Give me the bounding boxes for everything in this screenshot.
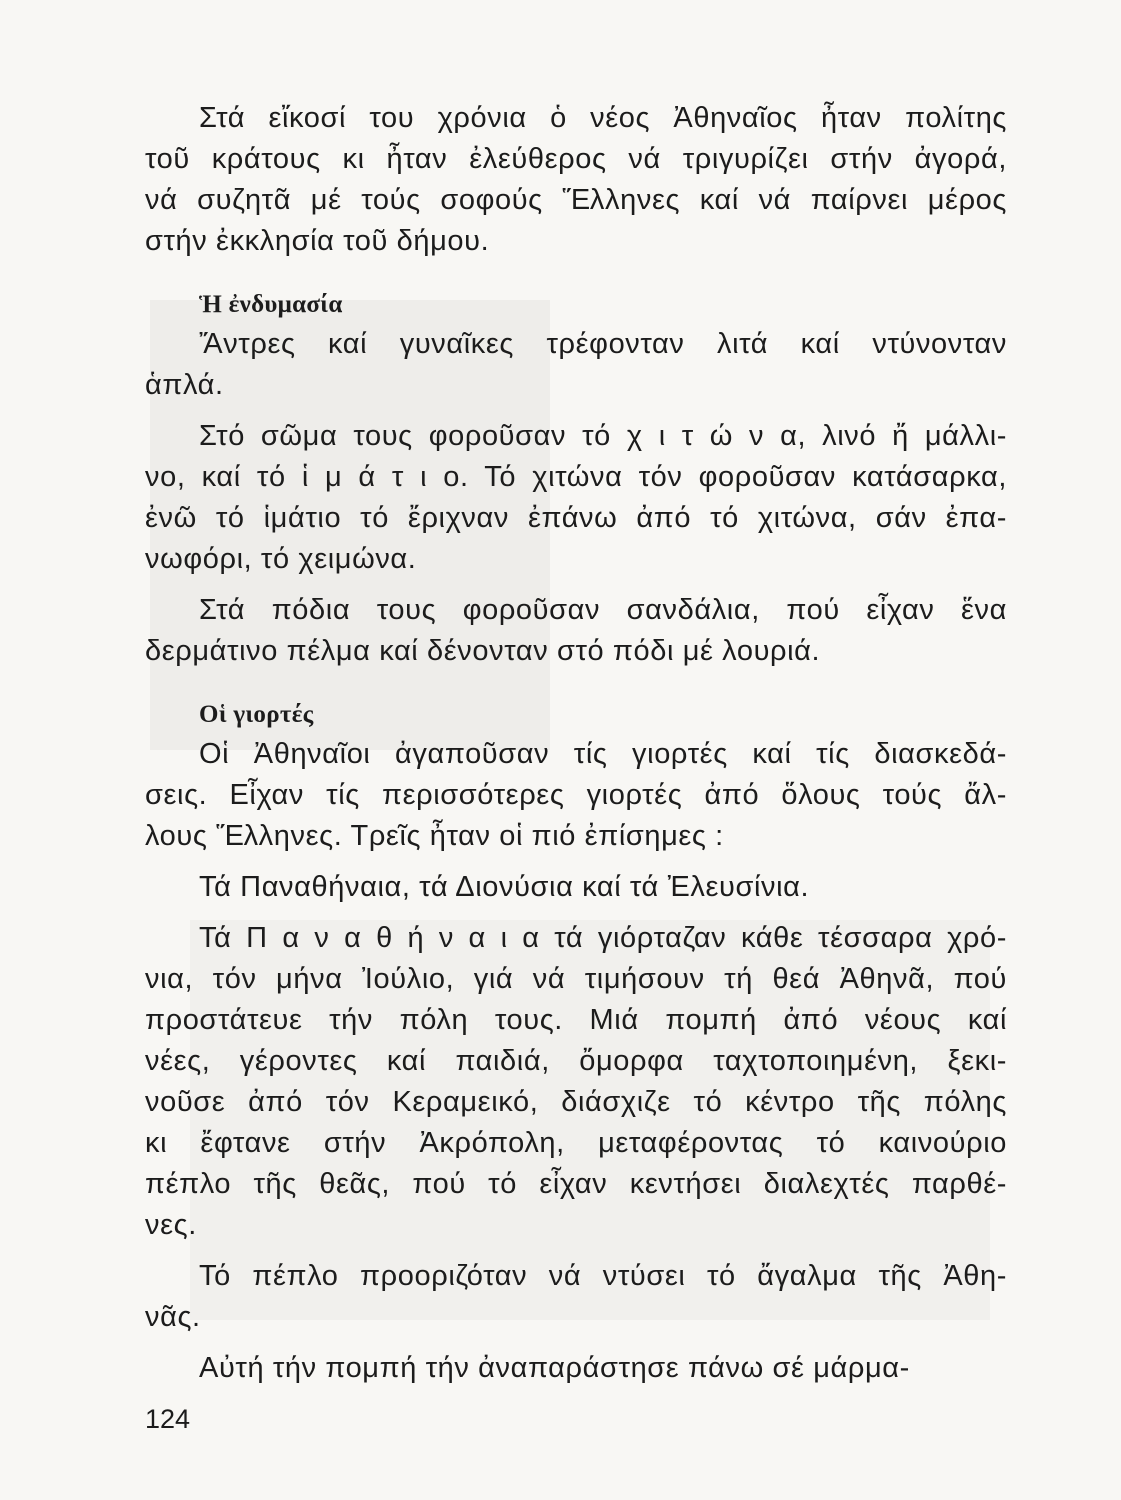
text-line: δερμάτινο πέλμα καί δένονταν στό πόδι μέ λουριά. [145, 635, 821, 667]
text-line: Οἱ Ἀθηναῖοι ἀγαποῦσαν τίς γιορτές καί τίς διασκεδά- [199, 738, 1007, 770]
text-line: ἐνῶ τό ἱμάτιο τό ἔριχναν ἐπάνω ἀπό τό χιτώνα, σάν ἐπα- [145, 502, 1007, 534]
paragraph [145, 590, 1007, 672]
text-line: πέπλο τῆς θεᾶς, πού τό εἶχαν κεντήσει διαλεχτές παρθέ- [145, 1168, 1007, 1200]
paragraph [145, 867, 1007, 908]
text-line: λους Ἕλληνες. Τρεῖς ἦταν οἱ πιό ἐπίσημες : [145, 820, 724, 852]
text-line: νο, καί τό ἱ μ ά τ ι ο. Τό χιτώνα τόν φοροῦσαν κατάσαρκα, [145, 461, 1007, 493]
text-line: νες. [145, 1209, 197, 1241]
paragraph [145, 918, 1007, 1246]
text-line: Στό σῶμα τους φοροῦσαν τό χ ι τ ώ ν α, λινό ἤ μάλλι- [199, 420, 1007, 452]
body-text [145, 98, 1007, 1389]
text-line: νοῦσε ἀπό τόν Κεραμεικό, διάσχιζε τό κέντρο τῆς πόλης [145, 1086, 1007, 1118]
paragraph [145, 324, 1007, 406]
text-line: προστάτευε τήν πόλη τους. Μιά πομπή ἀπό νέους καί [145, 1004, 1007, 1036]
paragraph [145, 1256, 1007, 1338]
text-line: σεις. Εἶχαν τίς περισσότερες γιορτές ἀπό ὅλους τούς ἄλ- [145, 779, 1007, 811]
text-line: νέες, γέροντες καί παιδιά, ὄμορφα ταχτοποιημένη, ξεκι- [145, 1045, 1007, 1077]
text-line: Αὐτή τήν πομπή τήν ἀναπαράστησε πάνω σέ μάρμα- [199, 1352, 910, 1384]
text-line: Στά πόδια τους φοροῦσαν σανδάλια, πού εἶχαν ἕνα [199, 594, 1007, 626]
section-heading: Ἡ ἐνδυμασία [199, 291, 343, 318]
text-line: νια, τόν μήνα Ἰούλιο, γιά νά τιμήσουν τή θεά Ἀθηνᾶ, πού [145, 963, 1007, 995]
text-line: Στά εἴκοσί του χρόνια ὁ νέος Ἀθηναῖος ἦταν πολίτης [199, 102, 1007, 134]
text-line: στήν ἐκκλησία τοῦ δήμου. [145, 225, 490, 257]
paragraph [145, 416, 1007, 580]
text-line: Ἄντρες καί γυναῖκες τρέφονταν λιτά καί ντύνονταν [199, 328, 1007, 360]
text-line: νωφόρι, τό χειμώνα. [145, 543, 417, 575]
section-heading: Οἱ γιορτές [199, 701, 314, 728]
text-line: Τά Π α ν α θ ή ν α ι α τά γιόρταζαν κάθε τέσσαρα χρό- [199, 922, 1007, 954]
text-line: κι ἔφτανε στήν Ἀκρόπολη, μεταφέροντας τό καινούριο [145, 1127, 1007, 1159]
text-line: ἁπλά. [145, 369, 224, 401]
paragraph [145, 1348, 1007, 1389]
text-line: νᾶς. [145, 1301, 201, 1333]
text-line: Τό πέπλο προοριζόταν νά ντύσει τό ἄγαλμα τῆς Ἀθη- [199, 1260, 1007, 1292]
page-number: 124 [145, 1404, 191, 1434]
paragraph [145, 734, 1007, 857]
text-line: τοῦ κράτους κι ἦταν ἐλεύθερος νά τριγυρίζει στήν ἀγορά, [145, 143, 1007, 175]
text-line: νά συζητᾶ μέ τούς σοφούς Ἕλληνες καί νά παίρνει μέρος [145, 184, 1007, 216]
text-line: Τά Παναθήναια, τά Διονύσια καί τά Ἐλευσίνια. [199, 871, 810, 903]
paragraph [145, 98, 1007, 262]
